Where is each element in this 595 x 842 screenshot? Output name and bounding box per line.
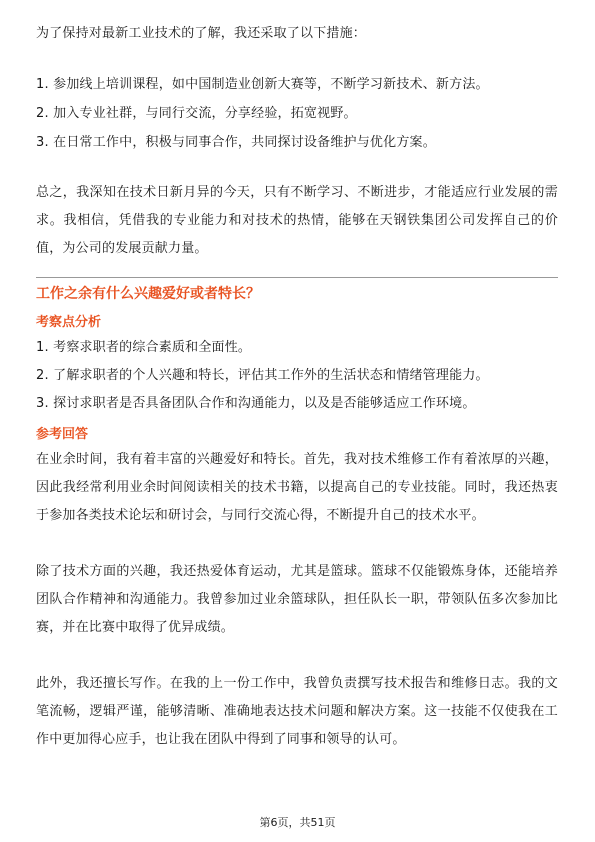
question-heading: 工作之余有什么兴趣爱好或者特长？	[36, 286, 260, 302]
answer-paragraph: 此外，我还擅长写作。在我的上一份工作中，我曾负责撰写技术报告和维修日志。我的文笔流畅，逻辑严谨，能够清晰、准确地表达技术问题和解决方案。这一技能不仅使我在工作中更加得心应手，也让我在团队中得到了同事和领导的认可。	[36, 676, 558, 747]
analysis-item: 1. 考察求职者的综合素质和全面性。	[36, 340, 252, 355]
answer-paragraph: 在业余时间，我有着丰富的兴趣爱好和特长。首先，我对技术维修工作有着浓厚的兴趣，因此我经常利用业余时间阅读相关的技术书籍，以提高自己的专业技能。同时，我还热衷于参加各类技术论坛和研讨会，与同行交流心得，不断提升自己的技术水平。	[36, 452, 558, 523]
analysis-heading: 考察点分析	[36, 315, 102, 330]
document-page	[36, 0, 558, 754]
section-divider	[36, 277, 558, 278]
measure-item: 1. 参加线上培训课程，如中国制造业创新大赛等，不断学习新技术、新方法。	[36, 77, 489, 92]
answer-paragraph: 除了技术方面的兴趣，我还热爱体育运动，尤其是篮球。篮球不仅能锻炼身体，还能培养团队合作精神和沟通能力。我曾参加过业余篮球队，担任队长一职，带领队伍多次参加比赛，并在比赛中取得了优异成绩。	[36, 564, 558, 635]
measure-item: 2. 加入专业社群，与同行交流，分享经验，拓宽视野。	[36, 106, 357, 121]
intro-paragraph: 为了保持对最新工业技术的了解，我还采取了以下措施：	[36, 26, 367, 41]
page-number: 第6页，共51页	[259, 816, 336, 829]
analysis-item: 3. 探讨求职者是否具备团队合作和沟通能力，以及是否能够适应工作环境。	[36, 396, 476, 411]
measures-list	[36, 70, 558, 157]
summary-paragraph: 总之，我深知在技术日新月异的今天，只有不断学习、不断进步，才能适应行业发展的需求。我相信，凭借我的专业能力和对技术的热情，能够在天钢铁集团公司发挥自己的价值，为公司的发展贡献力量。	[36, 185, 558, 256]
analysis-list	[36, 334, 558, 418]
measure-item: 3. 在日常工作中，积极与同事合作，共同探讨设备维护与优化方案。	[36, 135, 436, 150]
answer-heading: 参考回答	[36, 427, 89, 442]
analysis-item: 2. 了解求职者的个人兴趣和特长，评估其工作外的生活状态和情绪管理能力。	[36, 368, 489, 383]
